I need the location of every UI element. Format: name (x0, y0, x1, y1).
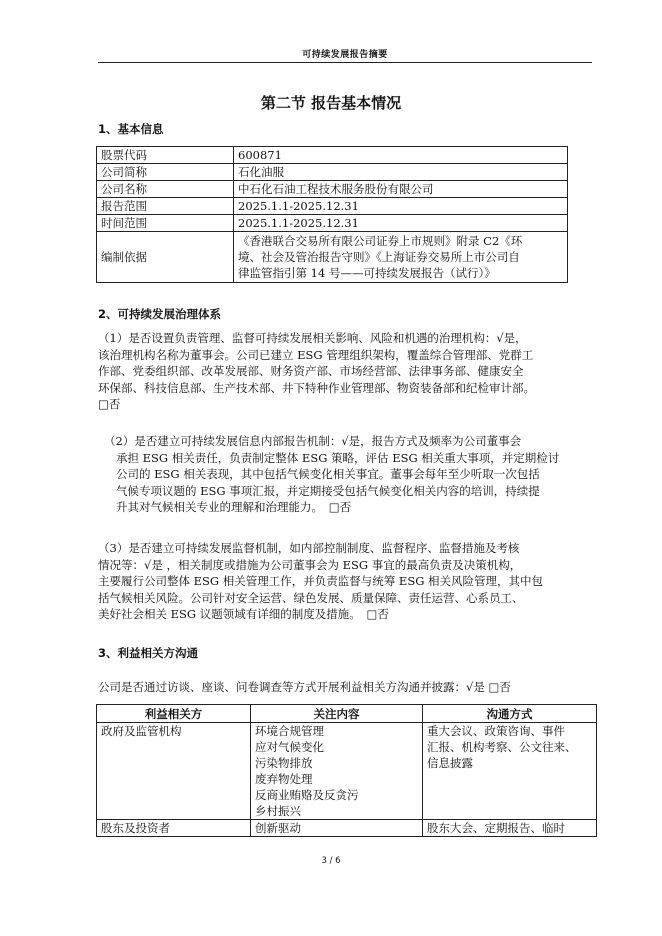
table-row (97, 232, 568, 283)
table-row (97, 820, 597, 837)
paragraph-line: 括气候相关风险。公司针对安全运营、绿色发展、质量保障、责任运营、心系员工、 (98, 590, 524, 605)
column-header: 利益相关方 (97, 705, 251, 723)
method-line: 股东大会、定期报告、临时 (427, 821, 565, 835)
info-value: 2025.1.1-2025.12.31 (234, 215, 568, 232)
info-value: 石化油服 (234, 164, 568, 181)
method-line: 汇报、机构考察、公文往来、 (427, 740, 577, 754)
concern-item: 乡村振兴 (255, 804, 301, 818)
paragraph-line: （1）是否设置负责管理、监督可持续发展相关影响、风险和机遇的治理机构：√是， (98, 331, 527, 345)
paragraph-line: 作部、党委组织部、改革发展部、财务资产部、市场经营部、法律事务部、健康安全 (98, 364, 524, 378)
page-number: 3 / 6 (321, 856, 341, 866)
concern-item: 污染物排放 (255, 756, 313, 770)
concern-item: 应对气候变化 (255, 740, 324, 754)
governance-paragraph-1 (98, 330, 596, 413)
paragraph-line: （2）是否建立可持续发展信息内部报告机制：√是，报告方式及频率为公司董事会 (104, 434, 522, 448)
column-header: 关注内容 (251, 705, 423, 723)
governance-paragraph-2 (104, 433, 596, 516)
concern-item: 环境合规管理 (255, 724, 324, 738)
basis-line: 律监管指引第 14 号——可持续发展报告（试行）》 (238, 266, 496, 280)
basic-info-table (96, 146, 568, 283)
info-key: 股票代码 (97, 147, 234, 164)
paragraph-line: 该治理机构名称为董事会。公司已建立 ESG 管理组织架构，覆盖综合管理部、党群工 (98, 347, 534, 362)
stakeholder-table (96, 704, 597, 837)
stakeholder-party: 政府及监管机构 (97, 723, 251, 820)
paragraph-line: （3）是否建立可持续发展监督机制，如内部控制制度、监督程序、监督措施及考核 (98, 541, 520, 555)
method-line: 重大会议、政策咨询、事件 (427, 724, 565, 738)
info-value: 2025.1.1-2025.12.31 (234, 198, 568, 215)
concern-item: 反商业贿赂及反贪污 (255, 788, 359, 802)
header-divider (98, 62, 592, 63)
table-row (97, 181, 568, 198)
table-row (97, 198, 568, 215)
table-header-row (97, 705, 597, 723)
paragraph-line: 公司的 ESG 相关表现，其中包括气候变化相关事宜。董事会每年至少听取一次包括 (116, 467, 540, 481)
basis-line: 境、社会及管治报告守则》《上海证券交易所上市公司自 (238, 250, 520, 264)
governance-heading: 2、可持续发展治理体系 (98, 307, 222, 321)
running-header: 可持续发展报告摘要 (302, 50, 388, 60)
stakeholder-methods (423, 723, 597, 820)
table-row (97, 164, 568, 181)
concern-item: 创新驱动 (255, 821, 301, 835)
section-title: 第二节 报告基本情况 (260, 94, 402, 112)
info-key: 报告范围 (97, 198, 234, 215)
table-row (97, 147, 568, 164)
concern-item: 废弃物处理 (255, 772, 313, 786)
info-value: 600871 (234, 147, 568, 164)
basic-info-heading: 1、基本信息 (98, 122, 164, 136)
paragraph-line: 气候专项议题的 ESG 事项汇报，并定期接受包括气候变化相关内容的培训，持续提 (116, 483, 540, 498)
stakeholder-methods (423, 820, 597, 837)
method-line: 信息披露 (427, 756, 473, 770)
stakeholder-concerns (251, 723, 423, 820)
paragraph-line: 承担 ESG 相关责任，负责制定整体 ESG 策略，评估 ESG 相关重大事项，并定期检讨 (116, 450, 560, 465)
paragraph-line: 美好社会相关 ESG 议题领域有详细的制度及措施。 □否 (98, 607, 389, 621)
stakeholder-party: 股东及投资者 (97, 820, 251, 837)
column-header: 沟通方式 (423, 705, 597, 723)
stakeholder-concerns (251, 820, 423, 837)
paragraph-line: 主要履行公司整体 ESG 相关管理工作，并负责监督与统筹 ESG 相关风险管理，其中包 (98, 574, 544, 588)
table-row (97, 215, 568, 232)
info-key: 公司简称 (97, 164, 234, 181)
info-key: 公司名称 (97, 181, 234, 198)
paragraph-line: 情况等：√是 ，相关制度或措施为公司董事会为 ESG 事宜的最高负责及决策机构， (98, 557, 522, 572)
stakeholder-heading: 3、利益相关方沟通 (98, 646, 199, 660)
info-value-basis (234, 232, 568, 283)
governance-paragraph-3 (98, 540, 596, 623)
info-value: 中石化石油工程技术服务股份有限公司 (234, 181, 568, 198)
paragraph-line: 升其对气候相关专业的理解和治理能力。 □否 (116, 500, 352, 514)
stakeholder-question: 公司是否通过访谈、座谈、问卷调查等方式开展利益相关方沟通并披露：√是 □否 (98, 680, 511, 694)
info-key: 编制依据 (97, 232, 234, 283)
info-key: 时间范围 (97, 215, 234, 232)
paragraph-line: □否 (98, 397, 121, 411)
table-row (97, 723, 597, 820)
paragraph-line: 环保部、科技信息部、生产技术部、井下特种作业管理部、物资装备部和纪检审计部。 (98, 380, 535, 395)
basis-line: 《香港联合交易所有限公司证券上市规则》附录 C2《环 (238, 234, 523, 248)
